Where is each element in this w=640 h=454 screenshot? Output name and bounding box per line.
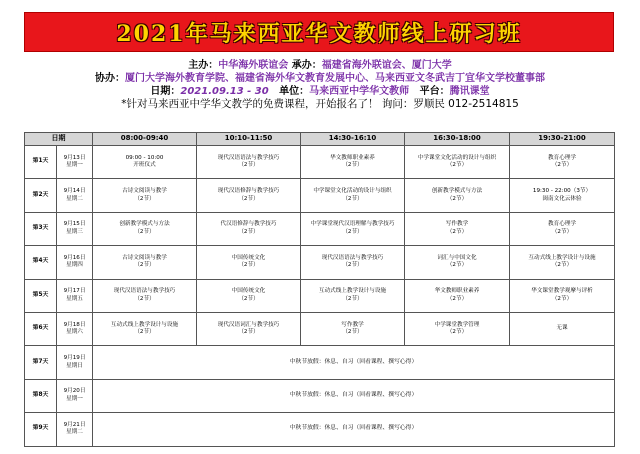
course-cell: [510, 146, 615, 179]
course-title: 写作教学: [445, 221, 469, 228]
date-text: 9月21日: [63, 421, 86, 428]
notice-line: *针对马来西亚中学华文教学的免费课程，开始报名了！ 询问：罗顺民 012-2514815: [121, 98, 519, 110]
date-label: 日期：: [150, 86, 181, 97]
course-title: 写作教学: [341, 321, 364, 328]
course-title: 现代汉语词汇与教学技巧: [217, 321, 280, 328]
course-title: 现代汉语语法与教学技巧: [321, 254, 384, 261]
date-cell: [57, 279, 93, 312]
date-text: 9月20日: [63, 388, 86, 395]
table-row: [25, 246, 615, 279]
course-sessions: （2节）: [134, 195, 155, 202]
course-title: 教育心理学: [548, 154, 576, 161]
date-cell: [57, 346, 93, 379]
course-sessions: （2节）: [446, 262, 468, 269]
day-cell: 第6天: [25, 312, 57, 345]
course-cell: [197, 146, 301, 179]
course-title: 中国传统文化: [231, 254, 266, 261]
course-cell: [93, 246, 197, 279]
date-text: 9月15日: [63, 221, 86, 228]
weekday-text: 星期五: [66, 295, 83, 302]
meta-line: [0, 82, 640, 97]
page-title: 2021年马来西亚华文教师线上研习班: [116, 20, 522, 47]
course-title: 创新教学模式与方法: [119, 221, 170, 228]
course-sessions: 开班仪式: [133, 162, 156, 169]
course-title: 古诗文阅读与教学: [122, 254, 167, 261]
course-title: 现代汉语语法与教学技巧: [217, 154, 280, 161]
course-sessions: （2节）: [238, 195, 259, 202]
course-title: 中学课堂文化活动的设计与组织: [313, 188, 392, 195]
course-cell: [197, 279, 301, 312]
course-sessions: （2节）: [342, 295, 363, 302]
course-cell: [301, 179, 405, 212]
weekday-text: 星期一: [66, 395, 83, 402]
header-slot-2: 10:10-11:50: [197, 133, 301, 146]
course-sessions: （2节）: [446, 195, 468, 202]
course-title: 中学课堂现代汉语理解与教学技巧: [310, 221, 395, 228]
course-cell: [93, 312, 197, 345]
host-value: 中华海外联谊会: [218, 60, 289, 71]
course-cell: [510, 312, 615, 345]
course-sessions: （2节）: [134, 295, 155, 302]
course-title: 19:30 - 22:00（3节）: [532, 188, 592, 195]
course-cell: [93, 179, 197, 212]
undertake-value: 福建省海外联谊会、厦门大学: [321, 60, 452, 71]
day-cell: 第8天: [25, 379, 57, 412]
date-cell: [57, 212, 93, 245]
day-cell: 第3天: [25, 212, 57, 245]
table-row: [25, 212, 615, 245]
weekday-text: 星期二: [66, 429, 83, 436]
assist-label: 协办：: [95, 73, 125, 84]
course-sessions: （2节）: [134, 262, 155, 269]
course-cell: [93, 279, 197, 312]
course-title: 互动式线上教学设计与设施: [110, 321, 179, 328]
title-banner: [24, 12, 614, 52]
weekday-text: 星期日: [66, 362, 83, 369]
host-label: 主办：: [188, 60, 219, 71]
course-sessions: （2节）: [342, 195, 363, 202]
course-cell: [510, 179, 615, 212]
course-sessions: （2节）: [342, 162, 363, 169]
holiday-cell: 中秋节放假：休息、自习（回看课程、撰写心得）: [93, 379, 615, 412]
date-text: 9月19日: [63, 354, 86, 361]
course-sessions: （2节）: [446, 162, 468, 169]
weekday-text: 星期一: [66, 162, 83, 169]
course-sessions: （2节）: [446, 329, 468, 336]
date-text: 9月14日: [63, 188, 86, 195]
course-sessions: （2节）: [551, 295, 573, 302]
course-title: 中国传统文化: [231, 288, 266, 295]
course-cell: [301, 279, 405, 312]
course-title: 古诗文阅读与教学: [122, 188, 167, 195]
header-date: 日期: [25, 133, 93, 146]
course-cell: [405, 279, 510, 312]
course-title: 互动式线上教学设计与设施: [528, 254, 596, 261]
date-cell: [57, 413, 93, 446]
date-text: 9月16日: [63, 254, 86, 261]
course-cell: [197, 312, 301, 345]
table-row: [25, 179, 615, 212]
weekday-text: 星期二: [66, 195, 83, 202]
day-cell: 第9天: [25, 413, 57, 446]
course-sessions: （2节）: [551, 162, 573, 169]
course-sessions: （2节）: [238, 329, 259, 336]
course-cell: [301, 212, 405, 245]
course-cell: [405, 246, 510, 279]
course-cell: [197, 212, 301, 245]
course-sessions: （2节）: [551, 228, 573, 235]
course-cell: [405, 312, 510, 345]
course-sessions: （2节）: [551, 262, 573, 269]
course-sessions: （2节）: [134, 228, 155, 235]
assist-value: 厦门大学海外教育学院、福建省海外华文教育发展中心、马来西亚文冬武吉丁宜华文学校董事部: [125, 73, 545, 84]
weekday-text: 星期六: [66, 329, 83, 336]
course-title: 华文课堂教学观摩与评析: [531, 288, 593, 295]
course-sessions: （2节）: [342, 329, 363, 336]
course-sessions: （2节）: [342, 228, 363, 235]
holiday-cell: 中秋节放假：休息、自习（回看课程、撰写心得）: [93, 413, 615, 446]
unit-value: 马来西亚中学华文教师: [309, 86, 410, 97]
course-cell: [510, 212, 615, 245]
course-sessions: （2节）: [238, 228, 259, 235]
date-cell: [57, 312, 93, 345]
course-cell: [405, 146, 510, 179]
course-sessions: （2节）: [342, 262, 363, 269]
holiday-cell: 中秋节放假：休息、自习（回看课程、撰写心得）: [93, 346, 615, 379]
course-sessions: 闽南文化云体验: [542, 195, 582, 202]
table-row: [25, 413, 615, 446]
date-cell: [57, 146, 93, 179]
course-sessions: （2节）: [446, 295, 468, 302]
undertake-label: 承办：: [291, 60, 322, 71]
course-title: 现代汉语修辞与教学技巧: [217, 188, 280, 195]
course-cell: [197, 246, 301, 279]
course-title: 中学课堂教学管理: [434, 321, 480, 328]
course-title: 华文教师职业素养: [434, 288, 480, 295]
platform-value: 腾讯课堂: [449, 86, 490, 97]
platform-label: 平台：: [419, 86, 450, 97]
course-title: 09:00 - 10:00: [125, 154, 164, 161]
header-slot-5: 19:30-21:00: [510, 133, 615, 146]
table-header-row: [25, 133, 615, 146]
course-cell: [93, 146, 197, 179]
date-cell: [57, 246, 93, 279]
course-sessions: （2节）: [446, 228, 468, 235]
course-sessions: （2节）: [238, 162, 259, 169]
date-cell: [57, 379, 93, 412]
schedule-table: [24, 132, 615, 447]
course-title: 无课: [556, 325, 568, 332]
day-cell: 第5天: [25, 279, 57, 312]
day-cell: 第2天: [25, 179, 57, 212]
course-title: 词汇与中国文化: [437, 254, 477, 261]
table-row: [25, 279, 615, 312]
course-cell: [93, 212, 197, 245]
day-cell: 第1天: [25, 146, 57, 179]
course-cell: [301, 246, 405, 279]
date-value: 2021.09.13 - 30: [180, 86, 269, 97]
course-cell: [405, 179, 510, 212]
header-slot-4: 16:30-18:00: [405, 133, 510, 146]
course-cell: [405, 212, 510, 245]
date-cell: [57, 179, 93, 212]
course-sessions: （2节）: [238, 295, 259, 302]
table-row: [25, 346, 615, 379]
course-title: 现代汉语语法与教学技巧: [113, 288, 176, 295]
course-sessions: （2节）: [238, 262, 259, 269]
date-text: 9月13日: [63, 154, 86, 161]
date-text: 9月18日: [63, 321, 86, 328]
weekday-text: 星期三: [66, 228, 83, 235]
course-sessions: （2节）: [134, 329, 155, 336]
table-row: [25, 312, 615, 345]
weekday-text: 星期四: [66, 262, 83, 269]
header-slot-3: 14:30-16:10: [301, 133, 405, 146]
table-row: [25, 379, 615, 412]
unit-label: 单位：: [279, 86, 310, 97]
day-cell: 第4天: [25, 246, 57, 279]
course-title: 代汉语修辞与教学技巧: [220, 221, 277, 228]
course-title: 华文教师职业素养: [330, 154, 375, 161]
course-title: 中学课堂文化活动的设计与组织: [417, 154, 497, 161]
day-cell: 第7天: [25, 346, 57, 379]
date-text: 9月17日: [63, 288, 86, 295]
course-cell: [301, 146, 405, 179]
course-title: 互动式线上教学设计与设施: [318, 288, 387, 295]
course-title: 教育心理学: [548, 221, 576, 228]
course-title: 创新教学模式与方法: [431, 188, 483, 195]
course-cell: [510, 279, 615, 312]
header-slot-1: 08:00-09:40: [93, 133, 197, 146]
course-cell: [197, 179, 301, 212]
table-row: [25, 146, 615, 179]
course-cell: [510, 246, 615, 279]
course-cell: [301, 312, 405, 345]
